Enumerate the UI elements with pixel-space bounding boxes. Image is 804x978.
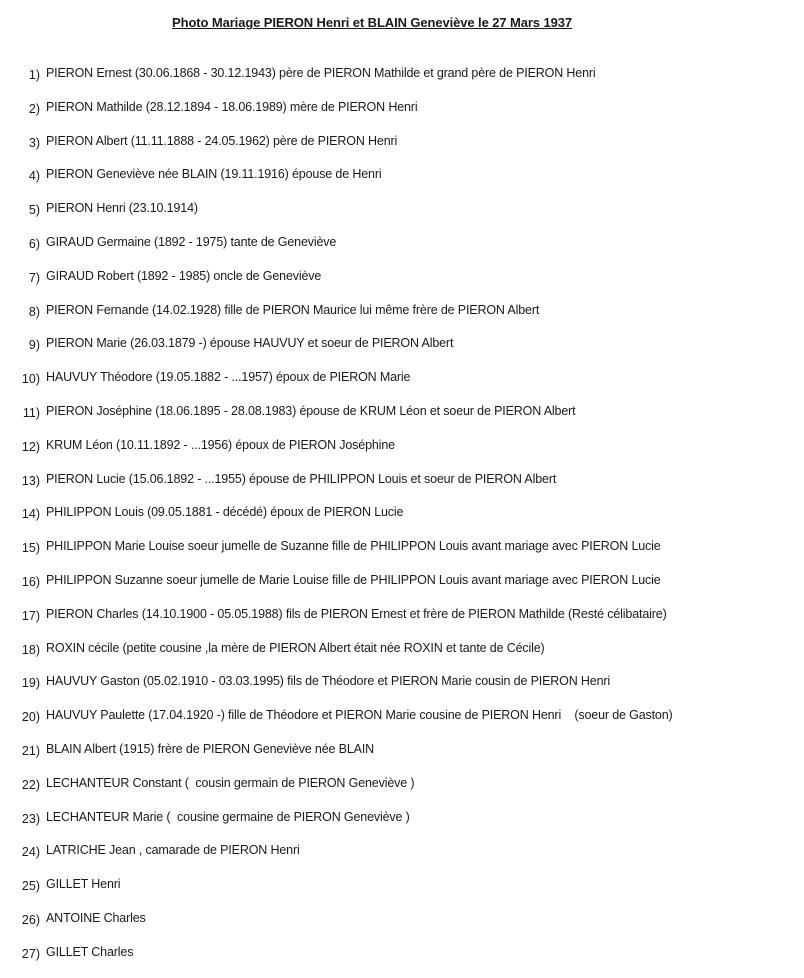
entry-text: PIERON Ernest (30.06.1868 - 30.12.1943) père de PIERON Mathilde et grand père de PIERON Henri xyxy=(46,66,596,80)
list-item xyxy=(0,808,800,842)
list-item xyxy=(0,470,800,504)
list-item xyxy=(0,943,800,977)
entry-number: 10) xyxy=(21,372,40,387)
entry-text: PIERON Charles (14.10.1900 - 05.05.1988) fils de PIERON Ernest et frère de PIERON Mathilde (Resté célibataire) xyxy=(46,606,667,621)
list-item xyxy=(0,199,800,233)
entry-text: PIERON Lucie (15.06.1892 - ...1955) épouse de PHILIPPON Louis et soeur de PIERON Albert xyxy=(46,471,557,486)
list-item xyxy=(0,165,800,199)
entry-text: ROXIN cécile (petite cousine ,la mère de PIERON Albert était née ROXIN et tante de Cécile) xyxy=(46,640,545,655)
list-item xyxy=(0,605,800,639)
entry-text: PIERON Mathilde (28.12.1894 - 18.06.1989) mère de PIERON Henri xyxy=(46,99,418,114)
list-item xyxy=(0,639,800,673)
list-item xyxy=(0,132,800,166)
entry-number: 11) xyxy=(22,405,40,420)
entry-number: 1) xyxy=(28,68,40,82)
list-item xyxy=(0,537,800,571)
entry-number: 5) xyxy=(28,203,40,218)
entry-text: PIERON Albert (11.11.1888 - 24.05.1962) père de PIERON Henri xyxy=(46,133,398,148)
entry-number: 3) xyxy=(28,135,40,150)
entry-number: 20) xyxy=(21,710,40,725)
entry-text: PIERON Henri (23.10.1914) xyxy=(46,201,198,216)
entry-text: LECHANTEUR Constant ( cousin germain de PIERON Geneviève ) xyxy=(46,775,415,790)
entry-number: 17) xyxy=(21,608,40,623)
list-item xyxy=(0,875,800,909)
entry-number: 23) xyxy=(21,811,40,826)
list-item xyxy=(0,267,800,301)
entry-number: 9) xyxy=(28,338,40,353)
list-item xyxy=(0,706,800,740)
entry-text: PHILIPPON Marie Louise soeur jumelle de Suzanne fille de PHILIPPON Louis avant mariage avec PIERON Lucie xyxy=(46,539,661,554)
entry-text: PIERON Joséphine (18.06.1895 - 28.08.1983) épouse de KRUM Léon et soeur de PIERON Albert xyxy=(46,403,576,418)
list-item xyxy=(0,740,800,774)
entry-text: LATRICHE Jean , camarade de PIERON Henri xyxy=(46,843,300,858)
entry-number: 26) xyxy=(21,912,40,927)
entry-text: PHILIPPON Suzanne soeur jumelle de Marie Louise fille de PHILIPPON Louis avant mariage avec PIERON Lucie xyxy=(46,572,661,587)
entry-number: 8) xyxy=(28,304,40,319)
entry-number: 21) xyxy=(21,743,40,758)
entry-text: KRUM Léon (10.11.1892 - ...1956) époux de PIERON Joséphine xyxy=(46,437,395,452)
entry-number: 7) xyxy=(28,270,40,285)
list-item xyxy=(0,503,800,537)
entry-text: HAUVUY Théodore (19.05.1882 - ...1957) époux de PIERON Marie xyxy=(46,370,411,385)
entry-number: 2) xyxy=(28,101,40,116)
entry-number: 19) xyxy=(21,676,40,691)
entry-text: HAUVUY Gaston (05.02.1910 - 03.03.1995) fils de Théodore et PIERON Marie cousin de PIERON Henri xyxy=(46,674,611,689)
list-item xyxy=(0,672,800,706)
document-title: Photo Mariage PIERON Henri et BLAIN Geneviève le 27 Mars 1937 xyxy=(172,15,572,30)
entry-text: GILLET Henri xyxy=(46,877,121,892)
list-item xyxy=(0,841,800,875)
entry-number: 4) xyxy=(28,169,40,184)
entry-text: HAUVUY Paulette (17.04.1920 -) fille de Théodore et PIERON Marie cousine de PIERON Henri (soeur de Gaston) xyxy=(46,708,673,723)
entry-number: 13) xyxy=(21,473,40,488)
list-item xyxy=(0,64,800,98)
entry-number: 12) xyxy=(21,439,40,454)
entry-number: 27) xyxy=(21,946,40,961)
entry-number: 14) xyxy=(21,507,40,522)
entry-text: LECHANTEUR Marie ( cousine germaine de PIERON Geneviève ) xyxy=(46,809,410,824)
list-item xyxy=(0,98,800,132)
list-item xyxy=(0,334,800,368)
list-item xyxy=(0,402,800,436)
list-item xyxy=(0,909,800,943)
list-item xyxy=(0,233,800,267)
list-item xyxy=(0,571,800,605)
entry-number: 24) xyxy=(21,845,40,860)
entry-text: PIERON Fernande (14.02.1928) fille de PIERON Maurice lui même frère de PIERON Albert xyxy=(46,302,540,317)
entry-text: PHILIPPON Louis (09.05.1881 - décédé) époux de PIERON Lucie xyxy=(46,505,404,520)
list-item xyxy=(0,436,800,470)
entry-text: GILLET Charles xyxy=(46,944,134,959)
list-item xyxy=(0,774,800,808)
entry-number: 18) xyxy=(21,642,40,657)
entry-text: ANTOINE Charles xyxy=(46,910,146,925)
entry-number: 25) xyxy=(21,879,40,894)
entry-number: 22) xyxy=(21,777,40,792)
entry-text: PIERON Marie (26.03.1879 -) épouse HAUVUY et soeur de PIERON Albert xyxy=(46,336,454,351)
entry-text: GIRAUD Germaine (1892 - 1975) tante de Geneviève xyxy=(46,234,337,249)
entry-text: GIRAUD Robert (1892 - 1985) oncle de Geneviève xyxy=(46,268,322,283)
entry-number: 6) xyxy=(28,236,40,251)
entry-list xyxy=(0,64,800,977)
entry-text: BLAIN Albert (1915) frère de PIERON Geneviève née BLAIN xyxy=(46,741,375,756)
list-item xyxy=(0,301,800,335)
entry-number: 16) xyxy=(21,574,40,589)
list-item xyxy=(0,368,800,402)
entry-number: 15) xyxy=(21,541,40,556)
entry-text: PIERON Geneviève née BLAIN (19.11.1916) épouse de Henri xyxy=(46,167,382,182)
